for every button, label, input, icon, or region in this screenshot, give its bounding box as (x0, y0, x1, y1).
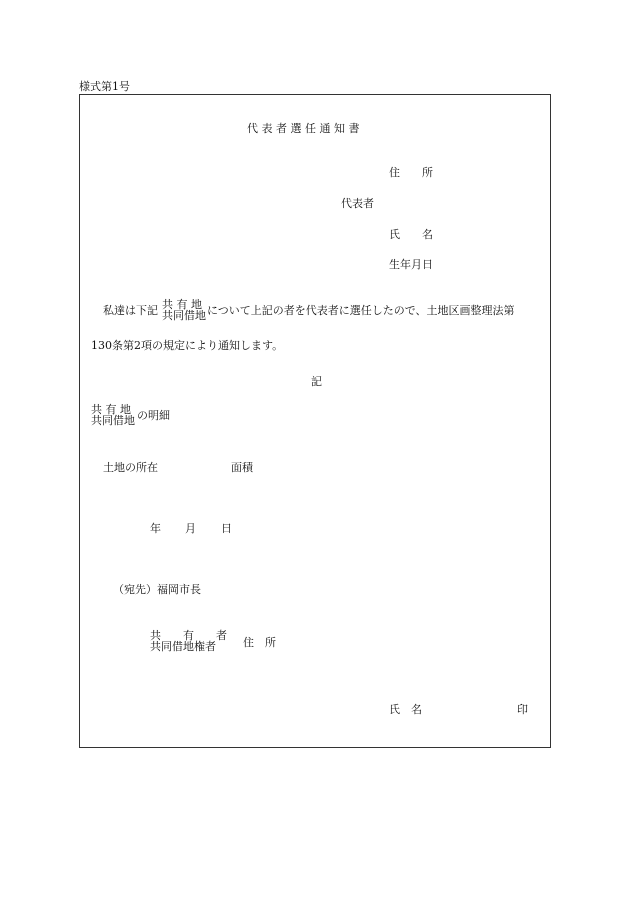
area-label: 面積 (231, 461, 253, 474)
body-stack-top: 共 有 地 (162, 298, 202, 311)
form-number: 様式第1号 (79, 80, 130, 93)
signer-address-label: 住 所 (243, 636, 276, 649)
body-stack-bottom: 共同借地 (162, 309, 206, 322)
date-month: 月 (185, 522, 196, 535)
representative-label: 代表者 (341, 197, 374, 210)
signer-type-stack (150, 630, 227, 652)
details-stack-top: 共 有 地 (91, 403, 131, 416)
details-land-type-stack (91, 404, 135, 426)
signer-stack-bottom: 共同借地権者 (150, 640, 216, 653)
date-day: 日 (221, 522, 232, 535)
body-land-type-stack (162, 299, 206, 321)
seal-label: 印 (517, 703, 528, 716)
details-suffix: の明細 (137, 409, 170, 422)
addressee: （宛先）福岡市長 (113, 583, 201, 596)
dob-label: 生年月日 (389, 258, 433, 271)
body-prefix: 私達は下記 (103, 304, 158, 317)
body-suffix: について上記の者を代表者に選任したので、土地区画整理法第 (207, 304, 515, 317)
details-stack-bottom: 共同借地 (91, 414, 135, 427)
signer-name-label: 氏 名 (389, 703, 422, 716)
document-title: 代 表 者 選 任 通 知 書 (247, 122, 360, 135)
date-year: 年 (150, 522, 161, 535)
body-line-2: 130条第2項の規定により通知します。 (91, 339, 284, 352)
ki-heading: 記 (311, 375, 322, 388)
land-location-label: 土地の所在 (103, 461, 158, 474)
name-label: 氏 名 (389, 228, 433, 241)
signer-stack-top: 共 有 者 (150, 629, 227, 642)
address-label: 住 所 (389, 166, 433, 179)
